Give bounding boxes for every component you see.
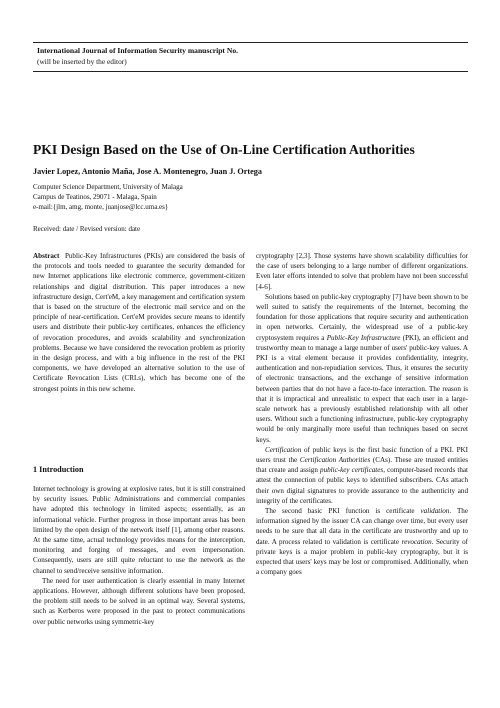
right-paragraph-2: Solutions based on public-key cryptography [7] have been shown to be well suited to satisfy the requirements of the Internet, becoming the foundation for those applications that require security and authentication in open networks. Certainly, the widespread use of a public-key cryptosystem requires a Public-Key Infrastructure (PKI), an efficient and trustworthy mean to manage a large number of users' public-key values. A PKI is a vital element because it provides confidentiality, integrity, authentication and non-repudiation services. Thus, it ensures the security of electronic transactions, and the exchange of sensitive information between parties that do not have a face-to-face interaction. The reason is that it is impractical and unrealistic to expect that each user in a large-scale network has a previously established relationship with all other users. Without such a functioning infrastructure, public-key cryptography would be only marginally more useful than techniques based on secret keys. <box>256 292 468 444</box>
paper-title: PKI Design Based on the Use of On-Line Certification Authorities <box>33 142 415 157</box>
introduction-left-column <box>33 484 245 627</box>
journal-name: International Journal of Information Security manuscript No. <box>37 46 239 55</box>
intro-paragraph-2: The need for user authentication is clearly essential in many Internet applications. However, although different solutions have been proposed, the problem still needs to be solved in an optimal way. Several systems, such as Kerberos were proposed in the past to protect communications over public networks using symmetric-key <box>33 576 245 626</box>
abstract <box>33 251 245 394</box>
abstract-text: Public-Key Infrastructures (PKIs) are considered the basis of the protocols and tools needed to guarantee the security demanded for new Internet applications like electronic commerce, government-citizen relationships and digital distribution. This paper introduces a new infrastructure design, Cert'eM, a key management and certification system that is based on the structure of the electronic mail service and on the principle of near-certification. Cert'eM provides secure means to identify users and distribute their public-key certificates, enhances the efficiency of revocation procedures, and avoids scalability and synchronization problems. Because we have considered the revocation problem as priority in the design process, and with a big influence in the rest of the PKI components, we have developed an alternative solution to the use of Certificate Revocation Lists (CRLs), which has become one of the strongest points in this new scheme. <box>33 252 246 393</box>
editor-note: (will be inserted by the editor) <box>37 57 127 66</box>
journal-header-box <box>33 42 468 72</box>
affiliation-email: e-mail:{jlm, amg, monte, juanjose@lcc.uma.es} <box>33 203 169 211</box>
right-paragraph-4: The second basic PKI function is certificate validation. The information signed by the issuer CA can change over time, but every user needs to be sure that all data in the certificate are trustworthy and up to date. A process related to validation is certificate revocation. Security of private keys is a major problem in public-key cryptography, but it is expected that users' keys may be lost or compromised. Additionally, when a company goes <box>256 507 469 577</box>
received-dates: Received: date / Revised version: date <box>33 225 141 233</box>
right-paragraph-1: cryptography [2,3]. Those systems have shown scalability difficulties for the case of users belonging to a large number of different organizations. Even later efforts intended to solve that problem have not been successful [4-6]. <box>256 252 468 291</box>
author-list: Javier Lopez, Antonio Maña, Jose A. Montenegro, Juan J. Ortega <box>33 167 262 176</box>
section-heading-introduction: 1 Introduction <box>33 465 84 474</box>
right-paragraph-3: Certification of public keys is the first basic function of a PKI. PKI users trust the Certification Authorities (CAs). These are trusted entities that create and assign public-key certificates, computer-based records that attest the connection of public keys to identified subscribers. CAs attach their own digital signatures to provide assurance to the authenticity and integrity of the certificates. <box>256 445 468 505</box>
affiliation-dept: Computer Science Department, University of Malaga <box>33 183 183 191</box>
intro-paragraph-1: Internet technology is growing at explosive rates, but it is still constrained by security issues. Public Administrations and commercial companies have adopted this technology in limited aspects; essentially, as an informational vehicle. Further progress in those important areas has been limited by the open design of the network itself [1], among other reasons. At the same time, actual technology provides means for the interception, monitoring and forging of messages, and even impersonation. Consequently, users are still quite reluctant to use the network as the channel to send/receive sensitive information. <box>33 485 245 575</box>
right-column <box>256 251 468 578</box>
abstract-label: Abstract <box>33 252 60 260</box>
affiliation-address: Campus de Teatinos, 29071 - Malaga, Spain <box>33 193 157 201</box>
